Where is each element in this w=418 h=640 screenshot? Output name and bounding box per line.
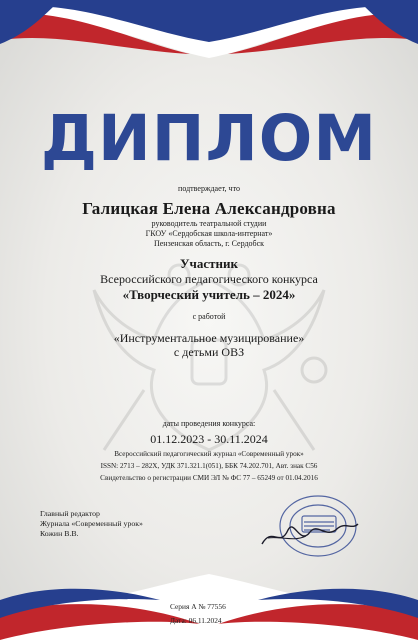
recipient-location: Пензенская область, г. Сердобск — [153, 239, 265, 248]
work-title-line-2: с детьми ОВЗ — [173, 345, 245, 359]
issue-date: Дата: 06.11.2024 — [170, 616, 222, 625]
contest-name: «Творческий учитель – 2024» — [122, 287, 296, 302]
recipient-organization: ГКОУ «Сердобская школа-интернат» — [145, 229, 273, 238]
editor-journal: Журнала «Современный урок» — [40, 519, 143, 528]
issn-line: ISSN: 2713 – 282X, УДК 371.321.1(051), ББК 74.202.701, Авт. знак С56 — [100, 462, 318, 470]
editor-title: Главный редактор — [40, 509, 100, 518]
editor-signature-block — [40, 509, 143, 539]
confirms-text: подтверждает, что — [178, 184, 240, 193]
participant-status: Участник — [180, 256, 238, 271]
recipient-position: руководитель театральной студии — [151, 219, 267, 228]
contest-dates: 01.12.2023 - 30.11.2024 — [150, 432, 268, 446]
journal-stamp-and-signature — [260, 486, 360, 564]
editor-name: Кожин В.В. — [40, 529, 79, 538]
series-number: Серия А № 77556 — [170, 602, 226, 611]
dates-label: даты проведения конкурса: — [162, 419, 256, 428]
journal-line: Всероссийский педагогический журнал «Современный урок» — [114, 450, 304, 458]
work-title-line-1: «Инструментальное музицирование» — [113, 331, 305, 345]
diploma-title: ДИПЛОМ — [40, 102, 378, 175]
recipient-name: Галицкая Елена Александровна — [82, 199, 336, 218]
with-work-text: с работой — [192, 312, 226, 321]
contest-line: Всероссийского педагогического конкурса — [100, 272, 318, 286]
registration-line: Свидетельство о регистрации СМИ ЭЛ № ФС 77 – 65249 от 01.04.2016 — [100, 474, 318, 482]
